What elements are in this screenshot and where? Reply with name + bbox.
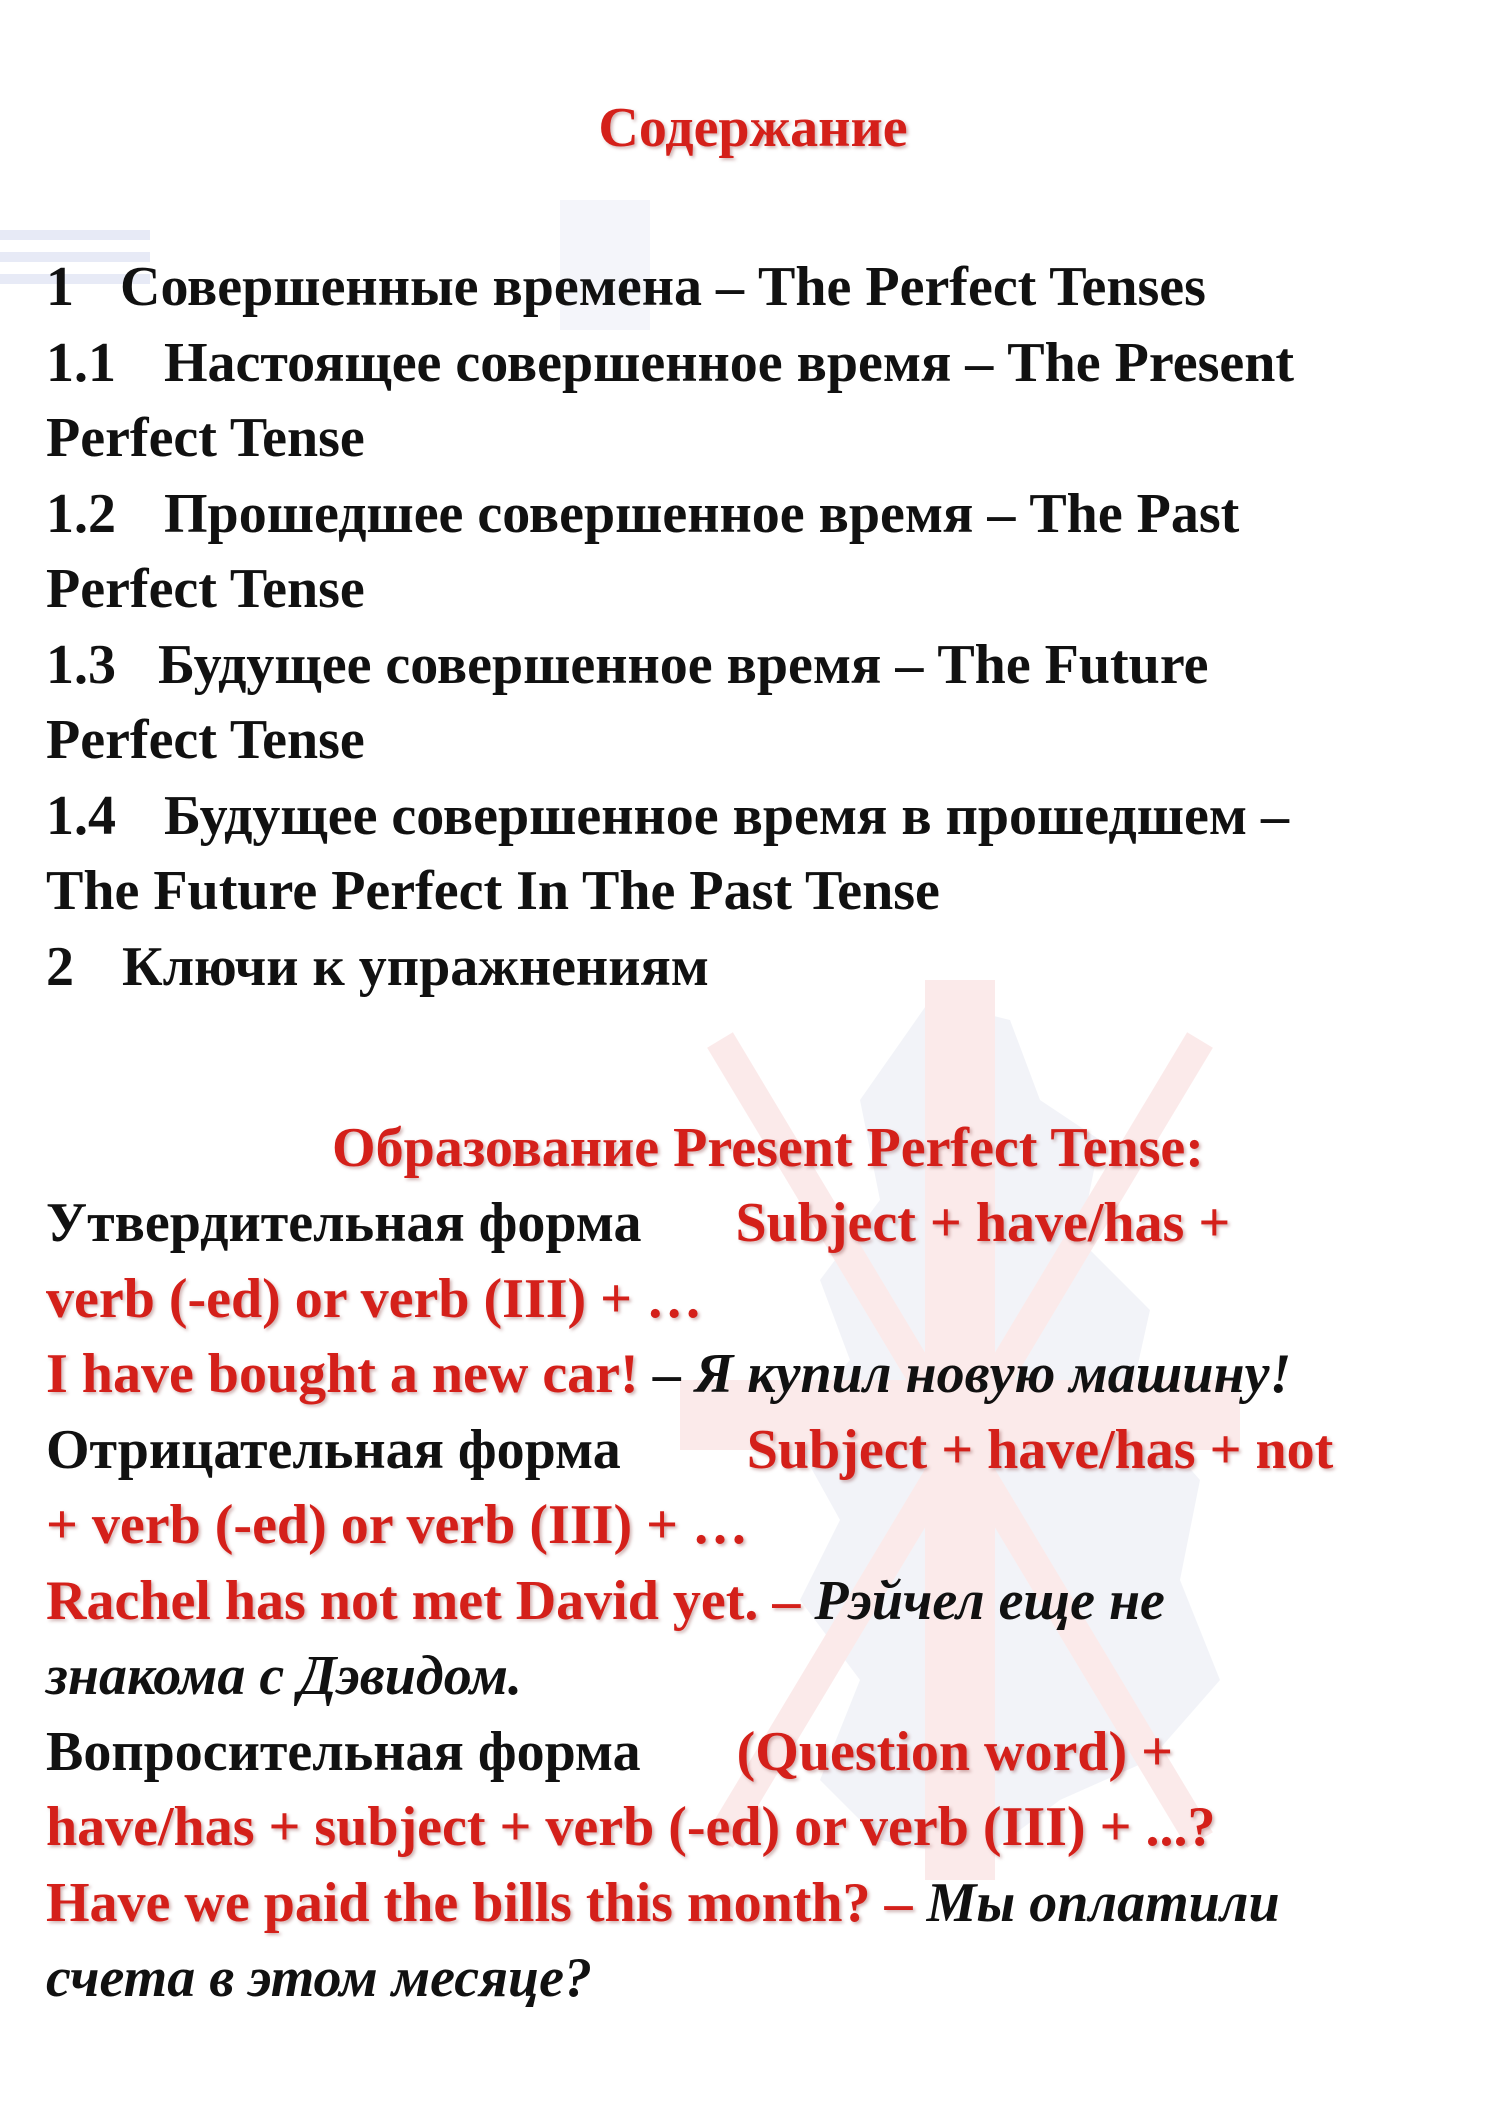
- toc-item-1-1[interactable]: [46, 326, 1460, 402]
- present-perfect-forms: [46, 1186, 1460, 2017]
- negative-example-ru-cont: знакома с Дэвидом.: [46, 1645, 522, 1707]
- interrogative-formula-cont: have/has + subject + verb (-ed) or verb (III) + ...?: [46, 1796, 1216, 1858]
- page-title: Содержание: [598, 97, 908, 159]
- interrogative-row: [46, 1715, 1460, 1791]
- interrogative-example-ru: Мы оплатили: [926, 1871, 1280, 1934]
- interrogative-example-en: Have we paid the bills this month? –: [46, 1871, 913, 1934]
- toc-item-number: 1.2: [46, 482, 116, 545]
- toc-item-text: Perfect Tense: [46, 407, 365, 469]
- toc-item-number: 1.4: [46, 784, 116, 847]
- negative-formula-cont: + verb (-ed) or verb (III) + …: [46, 1494, 748, 1556]
- toc-item-number: 1.3: [46, 633, 116, 696]
- negative-example: [46, 1564, 1460, 1640]
- toc-item-text: Perfect Tense: [46, 709, 365, 771]
- negative-formula: Subject + have/has + not: [746, 1418, 1334, 1481]
- toc-item-text: The Future Perfect In The Past Tense: [46, 860, 940, 922]
- affirmative-example-en: I have bought a new car!: [46, 1343, 639, 1405]
- toc-item-text: Ключи к упражнениям: [122, 935, 709, 998]
- toc-item-2[interactable]: [46, 930, 1460, 1006]
- interrogative-example: [46, 1866, 1460, 1942]
- toc-item-1[interactable]: [46, 250, 1460, 326]
- interrogative-example-ru-cont: счета в этом месяце?: [46, 1947, 592, 2009]
- negative-example-ru: Рэйчел еще не: [814, 1569, 1165, 1632]
- toc-item-1-2[interactable]: [46, 477, 1460, 553]
- toc-item-1-2-cont[interactable]: [46, 552, 1460, 628]
- interrogative-formula: (Question word) +: [736, 1720, 1174, 1783]
- affirmative-row: [46, 1186, 1460, 1262]
- affirmative-example: [46, 1337, 1460, 1413]
- affirmative-formula-cont: verb (-ed) or verb (III) + …: [46, 1267, 703, 1330]
- toc-item-1-4-cont[interactable]: [46, 854, 1460, 930]
- toc-item-text: Прошедшее совершенное время – The Past: [164, 482, 1240, 545]
- negative-label: Отрицательная форма: [46, 1418, 621, 1481]
- toc-item-number: 2: [46, 935, 74, 998]
- dash: –: [638, 1343, 695, 1405]
- toc-item-text: Совершенные времена – The Perfect Tenses: [120, 256, 1206, 318]
- toc-item-text: Будущее совершенное время в прошедшем –: [164, 784, 1289, 847]
- affirmative-label: Утвердительная форма: [46, 1192, 642, 1254]
- table-of-contents: [46, 250, 1460, 1005]
- toc-item-1-1-cont[interactable]: [46, 401, 1460, 477]
- toc-item-1-3-cont[interactable]: [46, 703, 1460, 779]
- interrogative-label: Вопросительная форма: [46, 1720, 641, 1783]
- affirmative-example-ru: Я купил новую машину!: [694, 1343, 1292, 1405]
- negative-row: [46, 1413, 1460, 1489]
- section-title: Образование Present Perfect Tense:: [332, 1117, 1204, 1179]
- toc-item-text: Настоящее совершенное время – The Present: [164, 331, 1295, 394]
- affirmative-formula: Subject + have/has +: [735, 1192, 1231, 1254]
- negative-example-en: Rachel has not met David yet. –: [46, 1569, 801, 1632]
- toc-item-1-3[interactable]: [46, 628, 1460, 704]
- toc-item-1-4[interactable]: [46, 779, 1460, 855]
- toc-item-text: Будущее совершенное время – The Future: [158, 633, 1209, 696]
- toc-item-number: 1.1: [46, 331, 116, 394]
- toc-item-number: 1: [46, 256, 74, 318]
- toc-item-text: Perfect Tense: [46, 558, 365, 620]
